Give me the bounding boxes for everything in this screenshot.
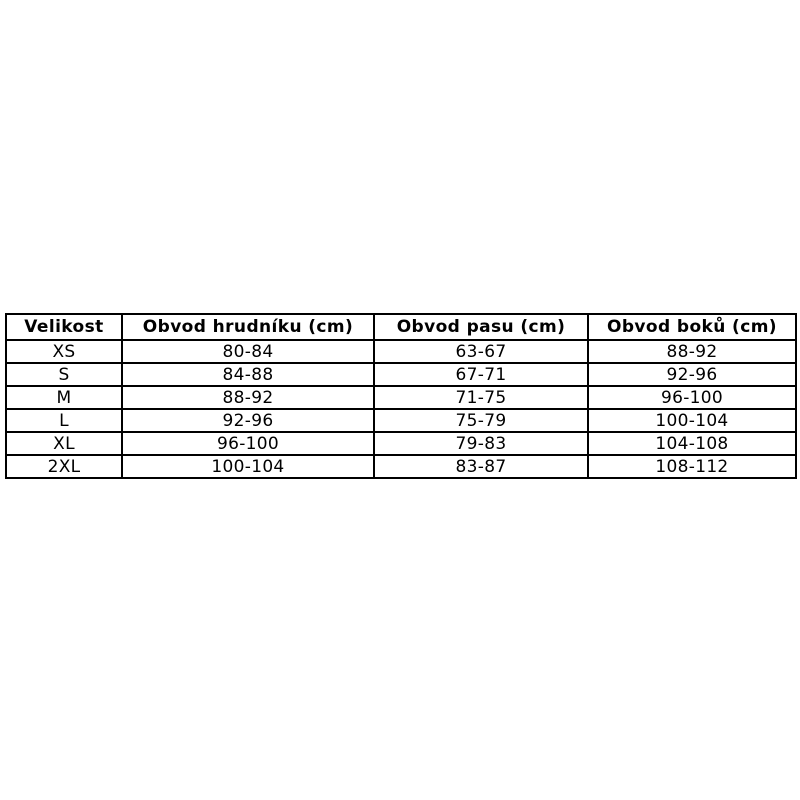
- waist-cell: 79-83: [374, 432, 588, 455]
- chest-cell: 92-96: [122, 409, 374, 432]
- chest-cell: 88-92: [122, 386, 374, 409]
- size-cell: M: [6, 386, 122, 409]
- table-row: [6, 432, 796, 455]
- size-cell: XL: [6, 432, 122, 455]
- chest-cell: 80-84: [122, 340, 374, 363]
- table-row: [6, 455, 796, 478]
- column-header-size: Velikost: [6, 314, 122, 340]
- column-header-hips: Obvod boků (cm): [588, 314, 796, 340]
- size-cell: XS: [6, 340, 122, 363]
- hips-cell: 88-92: [588, 340, 796, 363]
- waist-cell: 67-71: [374, 363, 588, 386]
- hips-cell: 104-108: [588, 432, 796, 455]
- size-cell: 2XL: [6, 455, 122, 478]
- table-row: [6, 363, 796, 386]
- hips-cell: 100-104: [588, 409, 796, 432]
- hips-cell: 108-112: [588, 455, 796, 478]
- waist-cell: 71-75: [374, 386, 588, 409]
- chest-cell: 100-104: [122, 455, 374, 478]
- size-cell: L: [6, 409, 122, 432]
- size-chart-table: [5, 313, 797, 479]
- waist-cell: 63-67: [374, 340, 588, 363]
- hips-cell: 96-100: [588, 386, 796, 409]
- table-row: [6, 409, 796, 432]
- table-row: [6, 386, 796, 409]
- waist-cell: 75-79: [374, 409, 588, 432]
- waist-cell: 83-87: [374, 455, 588, 478]
- table-row: [6, 340, 796, 363]
- column-header-chest: Obvod hrudníku (cm): [122, 314, 374, 340]
- chest-cell: 96-100: [122, 432, 374, 455]
- chest-cell: 84-88: [122, 363, 374, 386]
- hips-cell: 92-96: [588, 363, 796, 386]
- size-cell: S: [6, 363, 122, 386]
- column-header-waist: Obvod pasu (cm): [374, 314, 588, 340]
- header-row: [6, 314, 796, 340]
